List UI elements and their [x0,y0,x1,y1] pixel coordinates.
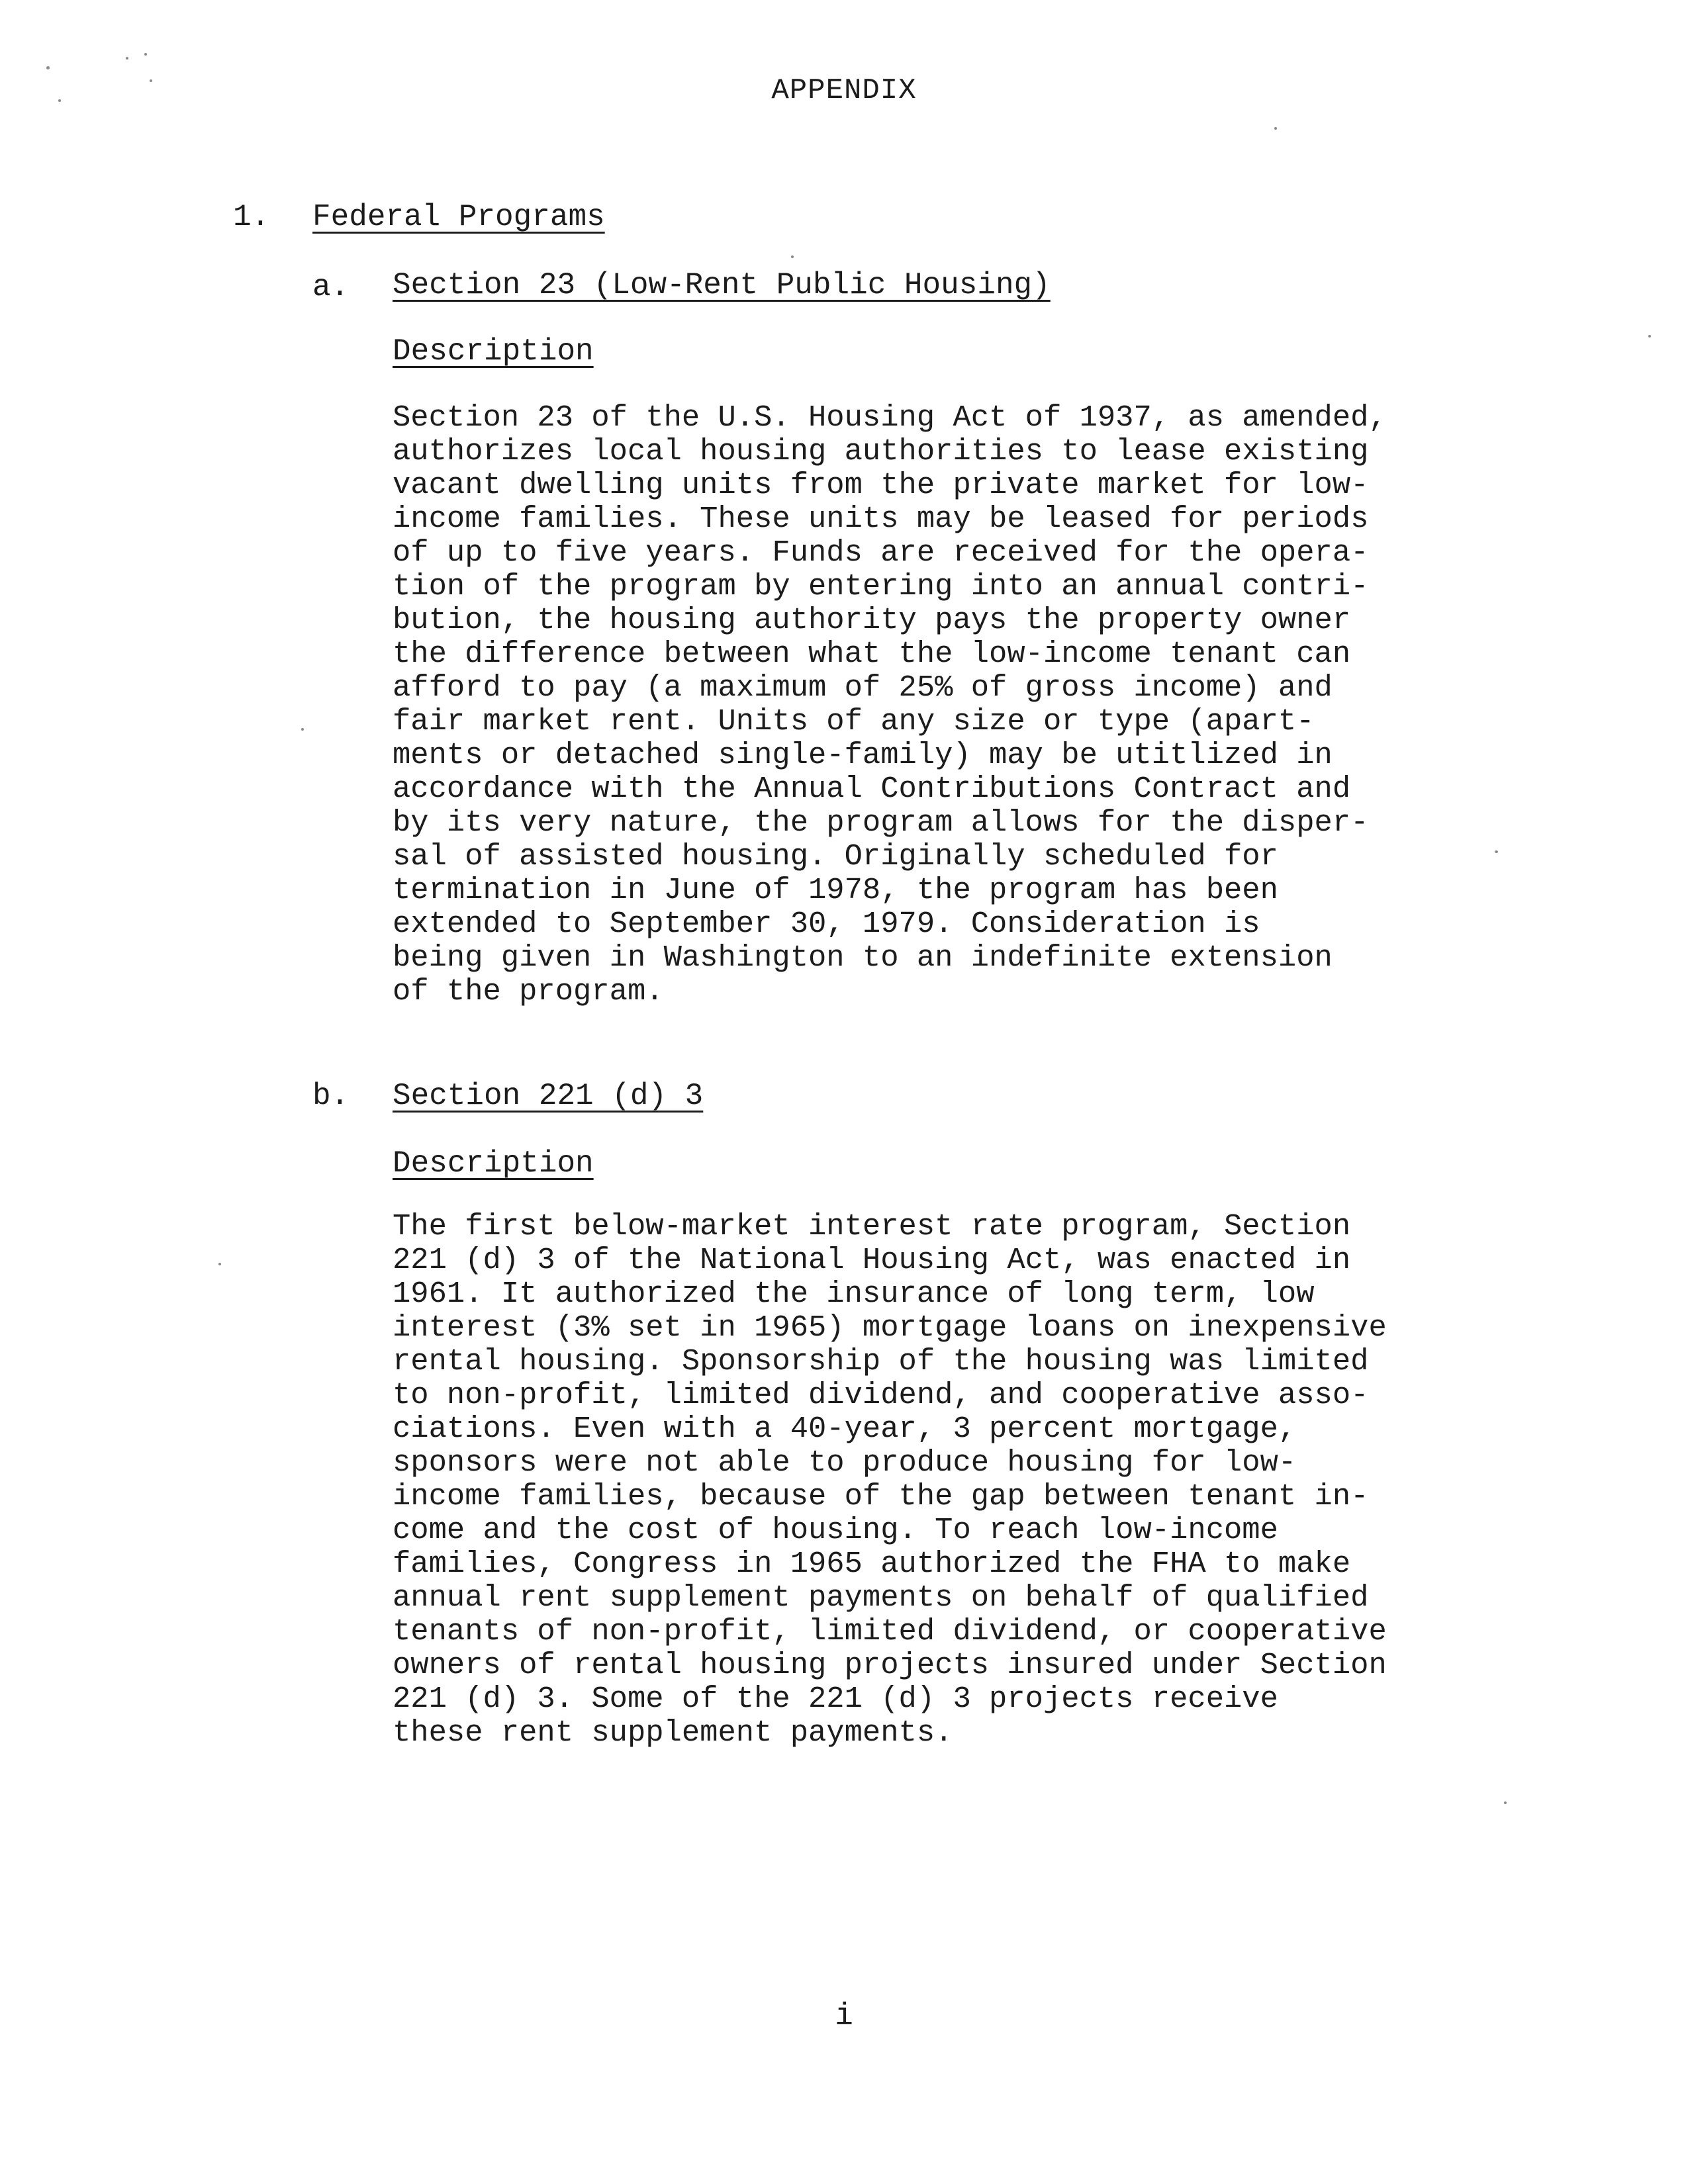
paragraph-line: interest (3% set in 1965) mortgage loans on inexpensive [393,1310,1387,1345]
scan-speck [791,255,794,258]
page-title: APPENDIX [771,74,917,107]
paragraph-line: the difference between what the low-income tenant can [393,637,1351,671]
paragraph-line: vacant dwelling units from the private market for low- [393,468,1369,502]
paragraph-line: come and the cost of housing. To reach low-income [393,1513,1278,1547]
paragraph-line: bution, the housing authority pays the property owner [393,603,1351,637]
paragraph-line: of the program. [393,974,664,1009]
paragraph-line: 221 (d) 3 of the National Housing Act, was enacted in [393,1243,1351,1277]
paragraph-line: Section 23 of the U.S. Housing Act of 1937, as amended, [393,400,1387,435]
paragraph-line: income families, because of the gap between tenant in- [393,1479,1369,1514]
paragraph-line: rental housing. Sponsorship of the housing was limited [393,1344,1369,1379]
paragraph-line: afford to pay (a maximum of 25% of gross income) and [393,670,1333,705]
scan-speck [126,57,128,60]
item-letter: a. [312,270,350,304]
item-subheading: Description [393,334,594,369]
item-description-paragraph [393,1210,1387,1750]
paragraph-line: by its very nature, the program allows for the disper- [393,805,1369,840]
paragraph-line: owners of rental housing projects insured under Section [393,1648,1387,1682]
paragraph-line: authorizes local housing authorities to lease existing [393,434,1369,469]
paragraph-line: being given in Washington to an indefinite extension [393,940,1333,975]
page-number: i [835,1999,853,2033]
paragraph-line: tenants of non-profit, limited dividend, or cooperative [393,1614,1387,1649]
paragraph-line: ciations. Even with a 40-year, 3 percent mortgage, [393,1412,1297,1446]
paragraph-line: annual rent supplement payments on behalf of qualified [393,1580,1369,1615]
paragraph-line: of up to five years. Funds are received for the opera- [393,535,1369,570]
section-heading: Federal Programs [312,200,605,234]
item-heading: Section 23 (Low-Rent Public Housing) [393,268,1051,302]
paragraph-line: accordance with the Annual Contributions Contract and [393,772,1351,806]
scan-speck [1274,127,1277,130]
paragraph-line: tion of the program by entering into an annual contri- [393,569,1369,604]
paragraph-line: ments or detached single-family) may be utitlized in [393,738,1333,772]
item-description-paragraph [393,401,1387,1009]
paragraph-line: fair market rent. Units of any size or type (apart- [393,704,1315,739]
scan-speck [144,53,147,56]
paragraph-line: sponsors were not able to produce housing for low- [393,1445,1297,1480]
scan-speck [1504,1801,1507,1804]
paragraph-line: The first below-market interest rate program, Section [393,1209,1351,1244]
paragraph-line: these rent supplement payments. [393,1715,953,1750]
paragraph-line: families, Congress in 1965 authorized the FHA to make [393,1547,1351,1581]
item-heading: Section 221 (d) 3 [393,1079,704,1113]
section-number: 1. [233,200,270,234]
scan-speck [301,728,304,731]
paragraph-line: 221 (d) 3. Some of the 221 (d) 3 projects receive [393,1682,1278,1716]
scan-speck [1495,850,1498,853]
scan-speck [218,1263,221,1265]
paragraph-line: 1961. It authorized the insurance of long term, low [393,1277,1315,1311]
paragraph-line: income families. These units may be leased for periods [393,502,1369,536]
paragraph-line: sal of assisted housing. Originally scheduled for [393,839,1278,874]
paragraph-line: to non-profit, limited dividend, and cooperative asso- [393,1378,1369,1412]
paragraph-line: termination in June of 1978, the program has been [393,873,1278,907]
scan-speck [46,66,50,69]
paragraph-line: extended to September 30, 1979. Consideration is [393,907,1260,941]
scan-speck [1648,335,1651,338]
item-letter: b. [312,1079,350,1113]
item-subheading: Description [393,1146,594,1181]
